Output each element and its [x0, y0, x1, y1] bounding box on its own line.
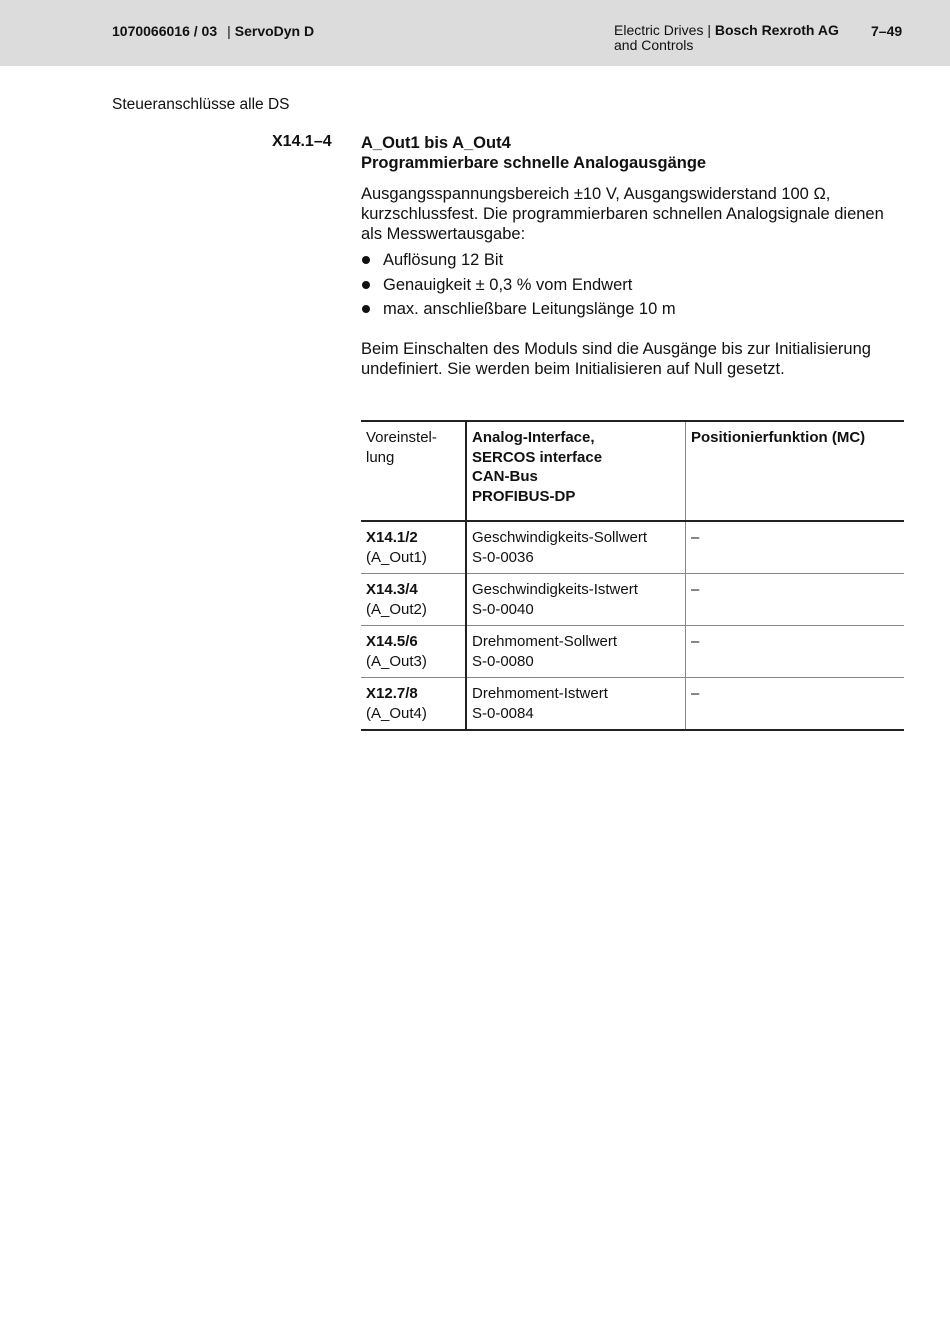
signal-cell — [466, 678, 686, 731]
mc-cell: – — [686, 574, 905, 626]
signal-name: Geschwindigkeits-Istwert — [472, 581, 638, 598]
note-paragraph: Beim Einschalten des Moduls sind die Ausgänge bis zur Initialisierung undefiniert. Sie werden beim Initialisieren auf Null gesetzt. — [361, 339, 871, 378]
interface-line: Analog-Interface, — [472, 429, 595, 446]
output-name: (A_Out2) — [366, 600, 427, 618]
interface-line: PROFIBUS-DP — [472, 487, 576, 505]
product-name: ServoDyn D — [234, 23, 315, 39]
bullet-icon — [362, 305, 370, 313]
margin-identifier: X14.1–4 — [272, 133, 332, 150]
bullet-icon — [362, 281, 370, 289]
mc-cell: – — [686, 626, 905, 678]
list-item-text: Auflösung 12 Bit — [383, 251, 504, 269]
interface-line: SERCOS interface — [472, 448, 603, 466]
output-name: (A_Out3) — [366, 652, 427, 670]
page-header — [0, 0, 950, 66]
header-separator: | — [707, 22, 711, 38]
mc-cell: – — [686, 521, 905, 574]
list-item-text: max. anschließbare Leitungslänge 10 m — [383, 300, 676, 318]
table-row — [361, 521, 904, 574]
parameter-id: S-0-0080 — [472, 652, 534, 670]
signal-name: Drehmoment-Sollwert — [472, 633, 618, 650]
terminal-cell — [361, 678, 466, 731]
intro-paragraph: Ausgangsspannungsbereich ±10 V, Ausgangswiderstand 100 Ω, kurzschlussfest. Die programmierbaren schnellen Analogsignale dienen als Messwertausgabe: — [361, 185, 884, 243]
doc-number: 1070066016 / 03 — [112, 23, 218, 39]
list-item-text: Genauigkeit ± 0,3 % vom Endwert — [383, 275, 633, 294]
terminal-cell — [361, 574, 466, 626]
terminal-id: X14.3/4 — [366, 581, 418, 598]
header-positioning: Positionierfunktion (MC) — [686, 421, 905, 521]
section-label: Steueranschlüsse alle DS — [112, 96, 290, 113]
header-right — [614, 23, 839, 53]
list-item — [361, 273, 904, 298]
title-line2: Programmierbare schnelle Analogausgänge — [361, 154, 707, 172]
header-left — [112, 23, 314, 39]
bullet-icon — [362, 256, 370, 264]
parameter-id: S-0-0084 — [472, 704, 534, 722]
signal-cell — [466, 574, 686, 626]
table-row — [361, 626, 904, 678]
terminal-id: X14.5/6 — [366, 633, 418, 650]
terminal-cell — [361, 626, 466, 678]
interface-line: CAN-Bus — [472, 468, 538, 485]
list-item — [361, 248, 904, 273]
header-interfaces — [466, 421, 686, 521]
division-line2: and Controls — [614, 37, 694, 53]
company-name: Bosch Rexroth AG — [714, 22, 839, 38]
parameter-id: S-0-0040 — [472, 600, 534, 618]
feature-list — [361, 248, 904, 322]
parameter-id: S-0-0036 — [472, 548, 534, 566]
signal-name: Drehmoment-Istwert — [472, 685, 608, 702]
division-line1: Electric Drives — [614, 22, 704, 38]
terminal-id: X14.1/2 — [366, 529, 418, 546]
signal-name: Geschwindigkeits-Sollwert — [472, 529, 648, 546]
output-name: (A_Out1) — [366, 548, 427, 566]
terminal-cell — [361, 521, 466, 574]
list-item — [361, 297, 904, 322]
table-header-row — [361, 421, 904, 521]
table-row — [361, 678, 904, 731]
header-separator: | — [227, 23, 231, 39]
signal-cell — [466, 521, 686, 574]
signal-cell — [466, 626, 686, 678]
output-name: (A_Out4) — [366, 704, 427, 722]
page-number: 7–49 — [871, 23, 903, 39]
mc-cell: – — [686, 678, 905, 731]
title-line1: A_Out1 bis A_Out4 — [361, 134, 511, 152]
table-row — [361, 574, 904, 626]
main-content — [361, 133, 904, 379]
terminal-id: X12.7/8 — [366, 685, 418, 702]
parameter-table — [361, 420, 904, 731]
header-default-setting: Voreinstellung — [361, 421, 466, 521]
